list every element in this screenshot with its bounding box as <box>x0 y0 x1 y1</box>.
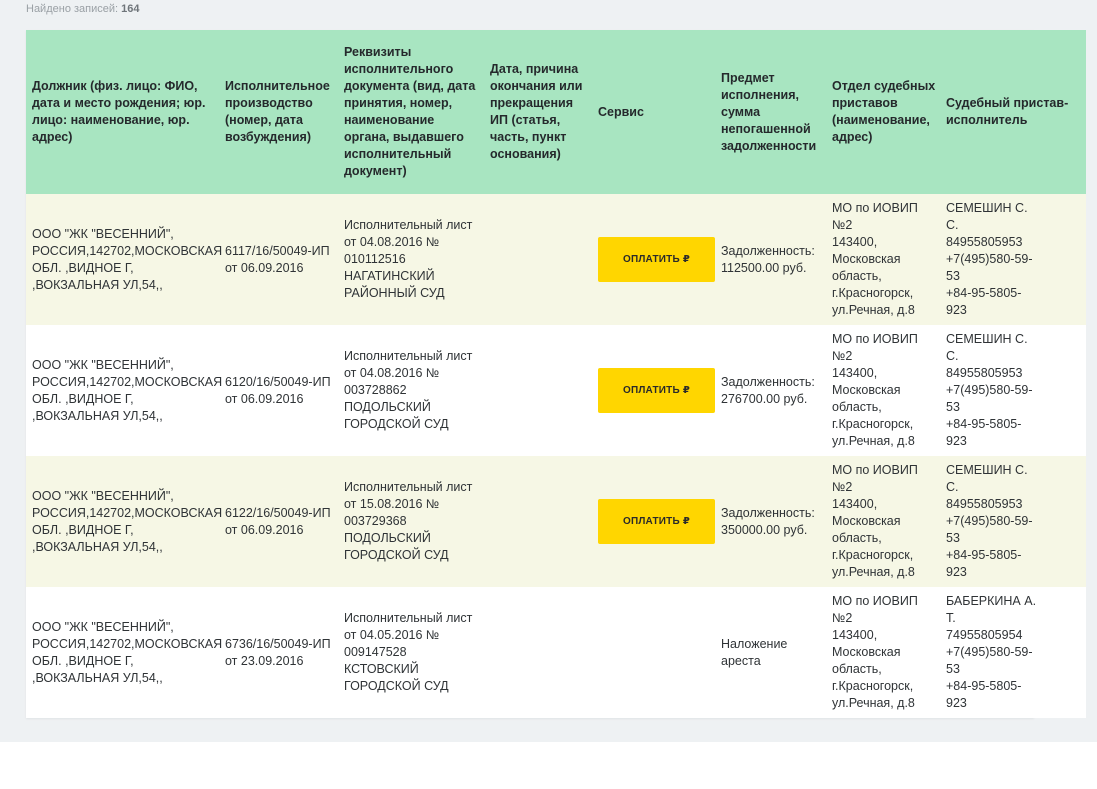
cell-subject: Задолженность: 112500.00 руб. <box>721 243 815 275</box>
cell-officer: СЕМЕШИН С. С. 84955805953 +7(495)580-59- 53 +84-95-5805- 923 <box>946 463 1033 579</box>
cell-officer: СЕМЕШИН С. С. 84955805953 +7(495)580-59- 53 +84-95-5805- 923 <box>946 332 1033 448</box>
header-end-reason: Дата, причина окончания или прекращения ИП (статья, часть, пункт основания) <box>490 62 583 161</box>
cell-debtor: ООО "ЖК "ВЕСЕННИЙ", РОССИЯ,142702,МОСКОВСКАЯ ОБЛ. ,ВИДНОЕ Г, ,ВОКЗАЛЬНАЯ УЛ,54,, <box>32 226 223 292</box>
header-subject: Предмет исполнения, сумма непогашенной задолженности <box>721 70 817 153</box>
cell-proceeding: 6736/16/50049-ИП от 23.09.2016 <box>225 636 331 668</box>
cell-end-reason <box>484 325 592 456</box>
cell-proceeding: 6120/16/50049-ИП от 06.09.2016 <box>225 374 331 406</box>
cell-debtor: ООО "ЖК "ВЕСЕННИЙ", РОССИЯ,142702,МОСКОВСКАЯ ОБЛ. ,ВИДНОЕ Г, ,ВОКЗАЛЬНАЯ УЛ,54,, <box>32 488 223 554</box>
cell-service <box>592 194 715 325</box>
page-footer-area <box>0 742 1097 789</box>
header-officer: Судебный пристав-исполнитель <box>946 96 1069 127</box>
cell-document: Исполнительный лист от 04.05.2016 № 009147528 КСТОВСКИЙ ГОРОДСКОЙ СУД <box>344 611 473 693</box>
cell-officer: БАБЕРКИНА А. Т. 74955805954 +7(495)580-59- 53 +84-95-5805- 923 <box>946 594 1037 710</box>
records-found-label: Найдено записей: <box>26 3 119 15</box>
results-table <box>26 30 1086 718</box>
cell-debtor: ООО "ЖК "ВЕСЕННИЙ", РОССИЯ,142702,МОСКОВСКАЯ ОБЛ. ,ВИДНОЕ Г, ,ВОКЗАЛЬНАЯ УЛ,54,, <box>32 357 223 423</box>
pay-button[interactable]: ОПЛАТИТЬ ₽ <box>598 499 715 544</box>
table-row <box>26 194 1086 325</box>
header-debtor: Должник (физ. лицо: ФИО, дата и место рождения; юр. лицо: наименование, юр. адрес) <box>32 79 206 144</box>
cell-subject: Задолженность: 350000.00 руб. <box>721 505 815 537</box>
cell-document: Исполнительный лист от 15.08.2016 № 003729368 ПОДОЛЬСКИЙ ГОРОДСКОЙ СУД <box>344 480 473 562</box>
table-row <box>26 587 1086 718</box>
cell-department: МО по ИОВИП №2 143400, Московская область, г.Красногорск, ул.Речная, д.8 <box>832 463 918 579</box>
records-found <box>26 3 140 15</box>
cell-subject: Наложение ареста <box>721 636 788 668</box>
header-document: Реквизиты исполнительного документа (вид, дата принятия, номер, наименование органа, выдавшего исполнительный документ) <box>344 45 476 178</box>
cell-department: МО по ИОВИП №2 143400, Московская область, г.Красногорск, ул.Речная, д.8 <box>832 594 918 710</box>
cell-document: Исполнительный лист от 04.08.2016 № 010112516 НАГАТИНСКИЙ РАЙОННЫЙ СУД <box>344 218 473 300</box>
cell-debtor: ООО "ЖК "ВЕСЕННИЙ", РОССИЯ,142702,МОСКОВСКАЯ ОБЛ. ,ВИДНОЕ Г, ,ВОКЗАЛЬНАЯ УЛ,54,, <box>32 619 223 685</box>
table-row <box>26 456 1086 587</box>
cell-document: Исполнительный лист от 04.08.2016 № 003728862 ПОДОЛЬСКИЙ ГОРОДСКОЙ СУД <box>344 349 473 431</box>
table-header-row <box>26 30 1086 194</box>
cell-service <box>592 456 715 587</box>
cell-proceeding: 6122/16/50049-ИП от 06.09.2016 <box>225 505 331 537</box>
cell-department: МО по ИОВИП №2 143400, Московская область, г.Красногорск, ул.Речная, д.8 <box>832 201 918 317</box>
pay-button[interactable]: ОПЛАТИТЬ ₽ <box>598 368 715 413</box>
table-row <box>26 325 1086 456</box>
cell-service <box>592 587 715 718</box>
results-table-container[interactable] <box>26 30 1069 718</box>
cell-service <box>592 325 715 456</box>
cell-end-reason <box>484 194 592 325</box>
header-proceeding: Исполнительное производство (номер, дата возбуждения) <box>225 79 330 144</box>
header-service: Сервис <box>598 104 644 119</box>
cell-department: МО по ИОВИП №2 143400, Московская область, г.Красногорск, ул.Речная, д.8 <box>832 332 918 448</box>
pay-button[interactable]: ОПЛАТИТЬ ₽ <box>598 237 715 282</box>
cell-end-reason <box>484 456 592 587</box>
records-found-count: 164 <box>121 3 140 15</box>
header-department: Отдел судебных приставов (наименование, адрес) <box>832 79 936 144</box>
cell-subject: Задолженность: 276700.00 руб. <box>721 374 815 406</box>
cell-proceeding: 6117/16/50049-ИП от 06.09.2016 <box>225 243 330 275</box>
cell-officer: СЕМЕШИН С. С. 84955805953 +7(495)580-59- 53 +84-95-5805- 923 <box>946 201 1033 317</box>
cell-end-reason <box>484 587 592 718</box>
